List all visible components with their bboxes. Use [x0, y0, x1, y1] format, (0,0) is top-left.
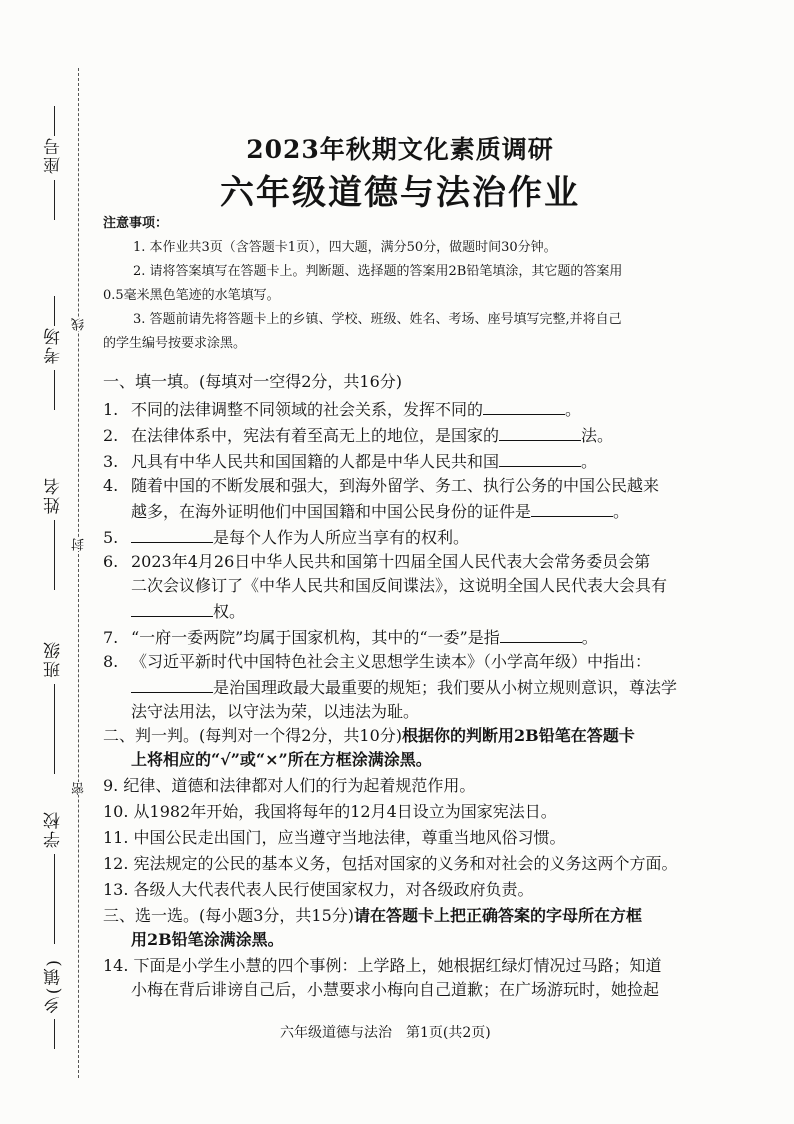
notes-heading: 注意事项：	[103, 216, 169, 231]
question-7: 7. “一府一委两院”均属于国家机构，其中的“一委”是指 。	[103, 624, 743, 650]
note-item: 3. 答题前请先将答题卡上的乡镇、学校、班级、姓名、考场、座号填写完整,并将自己	[133, 312, 622, 327]
answer-blank[interactable]	[483, 396, 565, 415]
answer-blank[interactable]	[131, 674, 213, 693]
question-10: 10. 从1982年开始，我国将每年的12月4日设立为国家宪法日。	[103, 802, 557, 821]
answer-blank[interactable]	[500, 624, 582, 643]
question-14: 14. 下面是小学生小慧的四个事例：上学路上，她根据红绿灯情况过马路；知道 小梅在背后诽谤自己后，小慧要求小梅向自己道歉；在广场游玩时，她捡起	[103, 956, 662, 999]
seat-number-field[interactable]	[24, 100, 84, 220]
section2-heading: 二、判一判。(每判对一个得2分，共10分)根据你的判断用2B铅笔在答题卡 上将相应的“√”或“×”所在方框涂满涂黑。	[103, 726, 635, 769]
question-11: 11. 中国公民走出国门，应当遵守当地法律，尊重当地风俗习惯。	[103, 828, 566, 847]
exam-subtitle: 2023年秋期文化素质调研	[246, 135, 554, 164]
question-2: 2. 在法律体系中，宪法有着至高无上的地位，是国家的 法。	[103, 422, 743, 448]
exam-room-label: 考场	[43, 326, 64, 364]
question-8: 8. 《习近平新时代中国特色社会主义思想学生读本》（小学高年级）中指出： 是治国理政最大最重要的规矩；我们要从小树立规则意识，尊法学 法守法用法，以守法为荣，以违法为耻。	[103, 652, 678, 721]
exam-title: 六年级道德与法治作业	[220, 173, 580, 213]
section1-heading: 一、填一填。(每填对一空得2分，共16分)	[103, 372, 403, 391]
line-mark: 线	[72, 318, 87, 331]
class-label: 班级	[43, 640, 64, 678]
name-field[interactable]	[24, 470, 87, 590]
answer-blank[interactable]	[131, 598, 213, 617]
answer-blank[interactable]	[131, 524, 213, 543]
school-label: 学校	[43, 810, 64, 848]
school-field[interactable]	[24, 810, 84, 944]
note-item: 2. 请将答案填写在答题卡上。判断题、选择题的答案用2B铅笔填涂，其它题的答案用	[133, 264, 623, 279]
page-footer: 六年级道德与法治 第1页(共2页)	[280, 1025, 491, 1041]
seat-number-label: 座号	[43, 136, 64, 174]
answer-blank[interactable]	[499, 448, 581, 467]
note-item: 的学生编号按要求涂黑。	[103, 336, 247, 351]
township-label: 乡(镇)	[43, 958, 64, 1014]
name-label: 姓名	[43, 476, 64, 514]
secret-mark: 密	[72, 782, 87, 795]
binding-strip	[0, 0, 100, 1124]
question-3: 3. 凡具有中华人民共和国国籍的人都是中华人民共和国 。	[103, 448, 743, 474]
question-13: 13. 各级人大代表代表人民行使国家权力，对各级政府负责。	[103, 880, 534, 899]
question-1: 1. 不同的法律调整不同领域的社会关系，发挥不同的 。	[103, 396, 743, 422]
exam-room-field[interactable]	[24, 290, 87, 410]
township-field[interactable]	[24, 958, 84, 1049]
question-6: 6. 2023年4月26日中华人民共和国第十四届全国人民代表大会常务委员会第 二次会议修订了《中华人民共和国反间谍法》，这说明全国人民代表大会具有 权。	[103, 552, 668, 621]
question-12: 12. 宪法规定的公民的基本义务，包括对国家的义务和对社会的义务这两个方面。	[103, 854, 678, 873]
note-item: 0.5毫米黑色笔迹的水笔填写。	[103, 288, 280, 303]
seal-mark: 封	[72, 538, 87, 551]
question-9: 9. 纪律、道德和法律都对人们的行为起着规范作用。	[103, 776, 476, 795]
notes-block	[103, 212, 743, 356]
class-field[interactable]	[24, 640, 84, 774]
answer-blank[interactable]	[499, 422, 581, 441]
section3-heading: 三、选一选。(每小题3分，共15分)请在答题卡上把正确答案的字母所在方框 用2B铅笔涂满涂黑。	[103, 906, 643, 949]
note-item: 1. 本作业共3页（含答题卡1页），四大题，满分50分，做题时间30分钟。	[133, 240, 557, 255]
question-5: 5. 是每个人作为人所应当享有的权利。	[103, 524, 743, 550]
answer-blank[interactable]	[531, 498, 613, 517]
question-4: 4. 随着中国的不断发展和强大，到海外留学、务工、执行公务的中国公民越来 越多，在海外证明他们中国国籍和中国公民身份的证件是 。	[103, 476, 660, 521]
